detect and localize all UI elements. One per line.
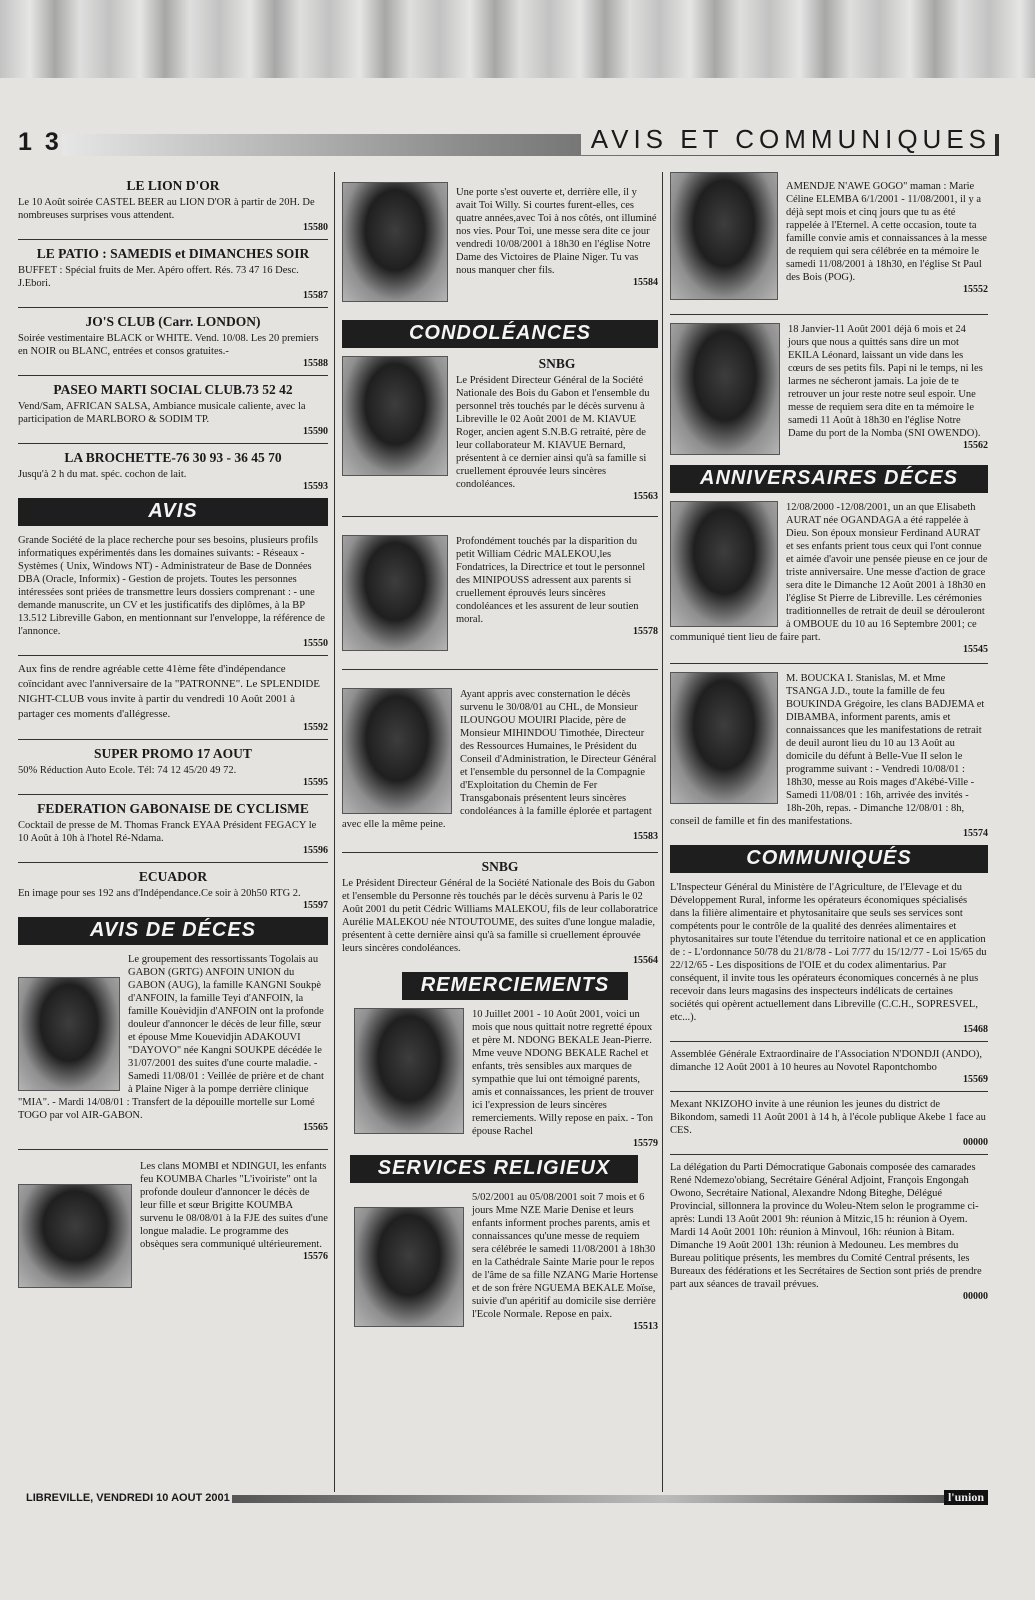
- footer-bar: [232, 1495, 952, 1503]
- section-condoleances: CONDOLÉANCES: [342, 320, 658, 348]
- deces-text: Le groupement des ressortissants Togolais au GABON (GRTG) ANFOIN UNION du GABON (AUG), la famille KANGNI Soukpè d'ANFOIN, la famille Teyi d'ANFOIN, la famille Kouèvidjin d'ANFOIN ont la profonde douleur d'annoncer le décès de leur fille, sœur et épouse Mme Kouevidjin ADAKOUVI "DAYOVO" née Kangni SOUKPE décédée le 31/07/2001 des suites d'une courte maladie. - Samedi 11/08/01 : Veillée de prière et de chant à Plaine Niger à la pompe derrière clinique "MIA". - Mardi 14/08/01 : Transfert de la dépouille mortelle sur Lomé TOGO par vol AIR-GABON.: [18, 954, 324, 1121]
- snbg2-text: Le Président Directeur Général de la Société Nationale des Bois du Gabon et l'ensemble du Personne rès touchés par le décès survenu à Paris le 02 Août 2001 du petit Cédric Williams MALEKOU, fils de leur collaboratrice Aurélie MALEKOU née NTOUTOUME, des suites d'une longue maladie, présentent à cette dernière ainsi qu'à sa famille si cruellement éprouvée leurs sincères condoléances.: [342, 878, 658, 954]
- ekila-ref: 15562: [963, 440, 988, 451]
- page-title: AVIS ET COMMUNIQUES: [581, 124, 995, 155]
- ekila-text: 18 Janvier-11 Août 2001 déjà 6 mois et 24 jours que nous a quittés sans dire un mot EKILA Léonard, laissant un vide dans les cœurs de ses petits fils. Papi ni le temps, ni les larmes ne sécheront jamais. La joie de te retrouver un jour reste notre seul espoir. Une messe de requiem sera dite en ta mémoire le samedi 11 Août à 18h30 en l'église Notre Dame du port de la Nomba (SNI OWENDO).: [788, 324, 983, 439]
- ad-text: Vend/Sam, AFRICAN SALSA, Ambiance musicale caliente, avec la participation de MARLBORO & SODIM TP.: [18, 401, 306, 425]
- ad-title: LE PATIO : SAMEDIS et DIMANCHES SOIR: [36, 246, 310, 261]
- ad-title: LE LION D'OR: [126, 178, 220, 193]
- avis-text: Grande Société de la place recherche pour ses besoins, plusieurs profils informatiques expérimentés dans les domaines suivants: - Réseaux - Systèmes ( Unix, Windows NT) - Administrateur de Base de Données DBA (Oracle, Informix) - Gestion de projets. Toutes les personnes intéressées sont priées de transmettre leurs dossiers comprenant : - une demande manuscrite, un CV et les justificatifs des diplômes, à la BP 13.512 Libreville Gabon, en mentionnant sur l'enveloppe, la référence de l'annonce.: [18, 535, 325, 637]
- boucka-ref: 15574: [963, 828, 988, 839]
- ad-title: PASEO MARTI SOCIAL CLUB.73 52 42: [53, 382, 293, 397]
- ad-title: JO'S CLUB (Carr. LONDON): [85, 314, 261, 329]
- ad-text: Cocktail de presse de M. Thomas Franck EYAA Président FEGACY le 10 Août à 10h à l'hotel Ré-Ndama.: [18, 820, 317, 844]
- portrait-photo: [354, 1008, 464, 1134]
- ad-text: Soirée vestimentaire BLACK or WHITE. Vend. 10/08. Les 20 premiers en NOIR ou BLANC, entrées et consos gratuites.-: [18, 333, 319, 357]
- mexant-text: Mexant NKIZOHO invite à une réunion les jeunes du district de Bikondom, samedi 11 Août 2001 à 14 h, à l'école publique Akebe 1 face au CES.: [670, 1099, 986, 1136]
- mombi-ref: 15576: [303, 1251, 328, 1262]
- column-3: [670, 172, 988, 1302]
- portrait-photo: [670, 672, 778, 804]
- section-anniversaires-deces: ANNIVERSAIRES DÉCES: [670, 465, 988, 493]
- ando-text: Assemblée Générale Extraordinaire de l'Association N'DONDJI (ANDO), dimanche 12 Août 2001 à 10 heures au Novotel Rapontchombo: [670, 1049, 982, 1073]
- portrait-photo: [18, 977, 120, 1091]
- portrait-photo: [342, 688, 452, 814]
- ad-title: FEDERATION GABONAISE DE CYCLISME: [37, 801, 309, 816]
- portrait-photo: [670, 323, 780, 455]
- snbg1-ref: 15563: [633, 491, 658, 502]
- ad-federation-cyclisme: [18, 801, 328, 856]
- deces-ref: 15565: [303, 1122, 328, 1133]
- aurat-text: 12/08/2000 -12/08/2001, un an que Elisabeth AURAT née OGANDAGA a été rappelée à Dieu. Son époux monsieur Ferdinand AURAT et ses enfants prient tous ceux qui l'ont connue et aimée d'avoir une pensée pieuse en ce jour de triste anniversaire. Une messe d'action de grace sera dite le Dimanche 12 Août 2001 à 18h30 en l'église St Pierre de Libreville. Les cérémonies traditionnelles de retrait de deuil se dérouleront à OMBOUE du 10 au 16 Septembre 2001; ce communiqué tient lieu de faire part.: [670, 502, 988, 643]
- portrait-photo: [18, 1184, 132, 1288]
- portrait-photo: [670, 172, 778, 300]
- agri-ref: 15468: [963, 1024, 988, 1035]
- snbg1-text: Le Président Directeur Général de la Société Nationale des Bois du Gabon et l'ensemble du personnel très touchés par le décès survenu à Libreville le 02 Août 2001 de M. KIAVUE Roger, ancien agent S.N.B.G retraité, père de leur collaborateur M. KIAVUE Bernard, présentent à ce dernier ainsi qu'à sa famille si cruellement éprouvée leurs sincères condoléances.: [456, 375, 650, 490]
- portrait-photo: [354, 1207, 464, 1327]
- agri-text: L'Inspecteur Général du Ministère de l'Agriculture, de l'Elevage et du Développement Rural, informe les opérateurs économiques spécialisés dans la filière alimentaire et phytosanitaire que seuls ses services sont compétents pour le contrôle de la qualité des denrées alimentaires et phytosanitaires sur toute l'étendue du territoire national et ce en application de : - L'ordonnance 50/78 du 21/8/78 - Loi 7/77 du 15/12/77 - Loi 15/65 du 22/12/65 - Les dispositions de l'OIE et du codex alimentarius. Par conséquent, il invite tous les opérateurs économiques concernés à ne plus recevoir dans leurs magasins des inspecteurs indélicats de certaines sociétés qui opèrent actuellement dans Libreville (C.C.H., SOPRESVEL, etc...).: [670, 882, 987, 1023]
- column-divider: [662, 172, 663, 1492]
- ad-text: En image pour ses 192 ans d'Indépendance.Ce soir à 20h50 RTG 2.: [18, 888, 301, 899]
- snbg-heading: SNBG: [481, 859, 519, 874]
- willy-ref: 15584: [633, 277, 658, 288]
- mombi-text: Les clans MOMBI et NDINGUI, les enfants feu KOUMBA Charles "L'ivoiriste" ont la profonde douleur d'annoncer le décès de leur fille et sœur Brigitte KOUMBA survenu le 08/08/01 à la FJE des suites d'une longue maladie. Le programme des obsèques sera communiqué ultérieurement.: [140, 1161, 328, 1250]
- snbg-heading: SNBG: [538, 356, 576, 371]
- section-avis: AVIS: [18, 498, 328, 526]
- page-footer: [22, 1492, 988, 1506]
- remerc-ref: 15579: [633, 1138, 658, 1149]
- column-1: [18, 172, 328, 1292]
- ando-ref: 15569: [963, 1074, 988, 1085]
- ad-super-promo: [18, 746, 328, 788]
- ad-jos-club: [18, 314, 328, 369]
- section-communiques: COMMUNIQUÉS: [670, 845, 988, 873]
- ilongou-ref: 15583: [633, 831, 658, 842]
- services-text: 5/02/2001 au 05/08/2001 soit 7 mois et 6 jours Mme NZE Marie Denise et leurs enfants informent proches parents, amis et connaissances qu'une messe de requiem sera célébrée le samedi 11/08/2001 à 18h30 en la Cathédrale Sainte Marie pour le repos de l'âme de sa fille NZANG Marie Hortense et de son frère NGUEMA BEKALE Moïse, suivie d'un apéritif au domicile sise derrière l'Ecole Normale. Repose en paix.: [472, 1192, 658, 1320]
- scan-edge: [0, 0, 1035, 78]
- ad-patio: [18, 246, 328, 301]
- ad-text: Jusqu'à 2 h du mat. spéc. cochon de lait.: [18, 469, 187, 480]
- ad-ref: 15590: [303, 426, 328, 437]
- ad-ref: 15595: [303, 777, 328, 788]
- footer-dateline: LIBREVILLE, VENDREDI 10 AOUT 2001: [26, 1492, 230, 1504]
- snbg2-ref: 15564: [633, 955, 658, 966]
- ad-la-brochette: [18, 450, 328, 492]
- pdg-text: La délégation du Parti Démocratique Gabonais composée des camarades René Ndemezo'obiang, Secrétaire Général Adjoint, François Engongah Owono, Secrétaire National, Alexandre Ndong Biteghe, Délégué Provincial, sillonnera la province du Woleu-Ntem selon le programme ci-après: Lundi 13 Août 2001 9h: réunion à Mitzic,15 h: réunion à Oyem. Mardi 14 Août 2001 10h: réunion à Minvoul, 16h: réunion à Bitam. Dimanche 19 Août 2001 13h: réunion à Medouneu. Les membres du Bureau politique présents, les membres du Comité Central présents, les Bureaux des fédérations et les Secrétaires de Section sont priés de prendre part aux séances de travail prévues.: [670, 1162, 982, 1290]
- william-text: Profondément touchés par la disparition du petit William Cédric MALEKOU,les Fondatrices, la Directrice et tout le personnel des MINIPOUSS adressent aux parents si cruellement éprouvés leurs sincères condoléances et les assurent de leur soutien moral.: [456, 536, 646, 625]
- ad-text: Le 10 Août soirée CASTEL BEER au LION D'OR à partir de 20H. De nombreuses surprises vous attendent.: [18, 197, 315, 221]
- remerc-text: 10 Juillet 2001 - 10 Août 2001, voici un mois que nous quittait notre regretté époux et père M. NDONG BEKALE Jean-Pierre. Mme veuve NDONG BEKALE Rachel et enfants, très sensibles aux marques de sympathie que lui ont témoigné parents, amis et connaissances, les prient de trouver ici l'expression de leurs sincères remerciements. Willy repose en paix. - Ton épouse Rachel: [472, 1009, 654, 1137]
- ilongou-text: Ayant appris avec consternation le décès survenu le 30/08/01 au CHL, de Monsieur ILOUNGOU MOUIRI Placide, père de Monsieur MIHINDOU Timothée, Directeur des Ressources Humaines, le Président du Conseil d'Administration, le Directeur Général et l'ensemble du personnel de la Compagnie d'Exploitation du Chemin de Fer Transgabonais présentent leurs sincères condoléances à la famille éplorée et partagent avec elle la même peine.: [342, 689, 657, 830]
- splendide-ref: 15592: [303, 722, 328, 733]
- avis-ref: 15550: [303, 638, 328, 649]
- boucka-text: M. BOUCKA I. Stanislas, M. et Mme TSANGA J.D., toute la famille de feu BOUKINDA Grégoire, les clans BADJEMA et DIBAMBA, informent parents, amis et connaissances que les manifestations de retrait de deuil auront lieu du 10 au 13 Août au domicile du défunt à Belle-Vue II selon le programme suivant : - Vendredi 10/08/01 : 18h30, messe au Rois mages d'Akébé-Ville - Samedi 11/08/01 : 16h, arrivée des invités - 18h-20h, repas. - Dimanche 12/08/01 : 8h, conseil de famille et fin des manifestations.: [670, 673, 985, 827]
- ad-title: LA BROCHETTE-76 30 93 - 36 45 70: [64, 450, 282, 465]
- ad-ref: 15596: [303, 845, 328, 856]
- page-number: 1 3: [18, 128, 62, 156]
- portrait-photo: [342, 356, 448, 476]
- services-ref: 15513: [633, 1321, 658, 1332]
- section-avis-de-deces: AVIS DE DÉCES: [18, 917, 328, 945]
- ad-paseo-marti: [18, 382, 328, 437]
- portrait-photo: [342, 535, 448, 651]
- ad-ref: 15597: [303, 900, 328, 911]
- splendide-text: Aux fins de rendre agréable cette 41ème fête d'indépendance coïncidant avec l'anniversaire de la "PATRONNE". Le SPLENDIDE NIGHT-CLUB vous invite à partir du vendredi 10 Août 2001 à partager ces moments d'allégresse.: [18, 663, 320, 720]
- ad-ecuador: [18, 869, 328, 911]
- ad-ref: 15587: [303, 290, 328, 301]
- pdg-ref: 00000: [963, 1291, 988, 1302]
- portrait-photo: [342, 182, 448, 302]
- column-divider: [334, 172, 335, 1492]
- mexant-ref: 00000: [963, 1137, 988, 1148]
- amendje-ref: 15552: [963, 284, 988, 295]
- ad-text: BUFFET : Spécial fruits de Mer. Apéro offert. Rés. 73 47 16 Desc. J.Ebori.: [18, 265, 299, 289]
- ad-ref: 15580: [303, 222, 328, 233]
- column-2: [342, 172, 658, 1332]
- ad-ref: 15593: [303, 481, 328, 492]
- aurat-ref: 15545: [963, 644, 988, 655]
- ad-ref: 15588: [303, 358, 328, 369]
- section-remerciements: REMERCIEMENTS: [402, 972, 628, 1000]
- newspaper-brand: l'union: [944, 1490, 988, 1505]
- ad-text: 50% Réduction Auto Ecole. Tél: 74 12 45/20 49 72.: [18, 765, 237, 776]
- ad-title: ECUADOR: [138, 869, 208, 884]
- william-ref: 15578: [633, 626, 658, 637]
- ad-lion-dor: [18, 178, 328, 233]
- page-header: [14, 124, 999, 158]
- willy-text: Une porte s'est ouverte et, derrière elle, il y avait Toi Willy. Si courtes furent-elles, ces quatre années,avec Toi à nos côtés, ont illuminé nos vies. Pour Toi, une messe sera dite ce jour vendredi 10/08/2001 à 18h30 en l'église Notre Dame des Victoires de Plaine Niger. Tu vas nous manquer cher fils.: [456, 187, 657, 276]
- portrait-photo: [670, 501, 778, 627]
- section-services-religieux: SERVICES RELIGIEUX: [350, 1155, 638, 1183]
- ad-title: SUPER PROMO 17 AOUT: [94, 746, 252, 761]
- amendje-text: AMENDJE N'AWE GOGO" maman : Marie Céline ELEMBA 6/1/2001 - 11/08/2001, il y a déjà sept mois et cinq jours que tu as été rappelée à l'Eternel. A cette occasion, toute ta famille convie amis et connaissances à la messe de requiem qui sera célébrée en ta mémoire le samedi 11/08/2001 à 18h30, en l'église St Paul des Bois (POG).: [786, 181, 987, 283]
